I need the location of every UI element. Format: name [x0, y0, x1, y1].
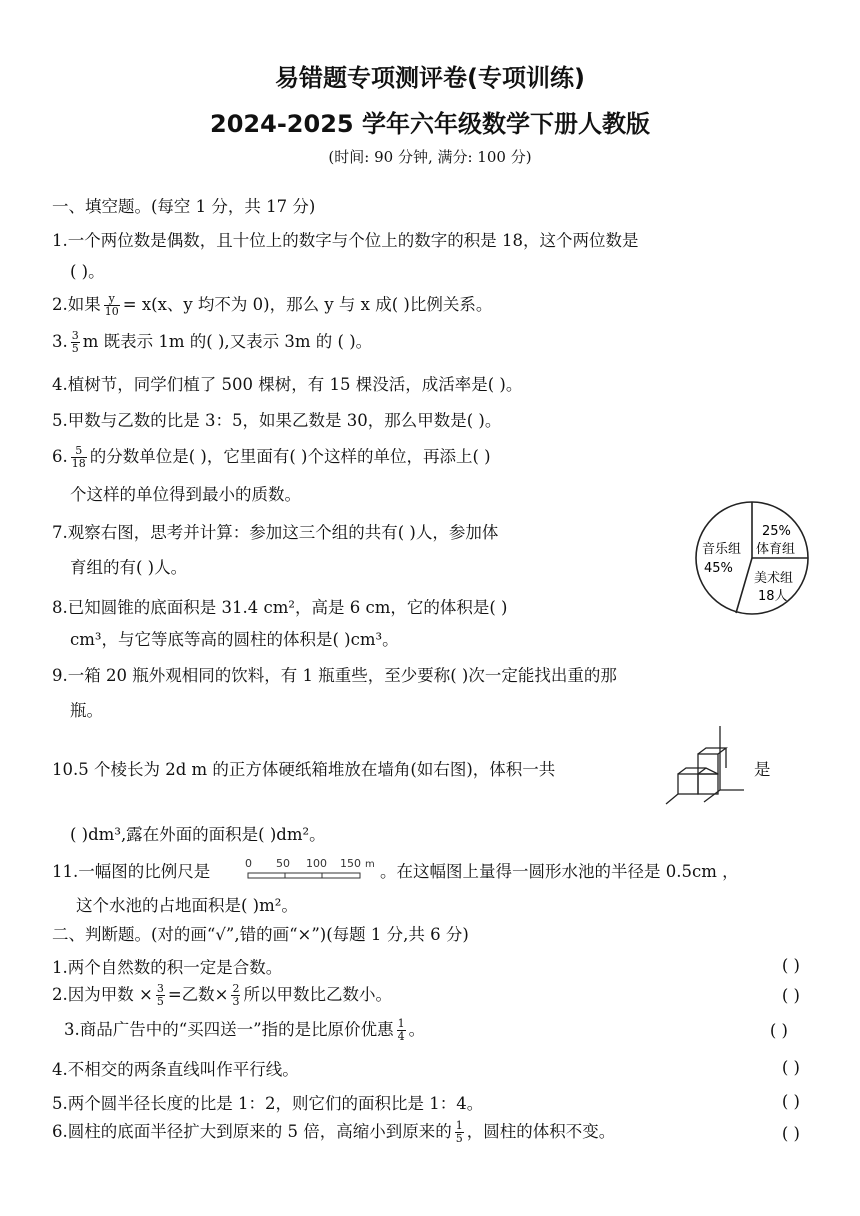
q10-line2: ( )dm³,露在外面的面积是( )dm²。	[70, 825, 326, 844]
j1-answer-blank[interactable]: ( )	[781, 956, 800, 975]
pie-sport-pct: 25%	[762, 524, 791, 539]
q7-line1: 7.观察右图，思考并计算：参加这三个组的共有( )人，参加体	[52, 523, 499, 542]
fraction: $\frac{5}{18}$	[71, 444, 86, 470]
q10-line1-end: 是	[754, 760, 771, 779]
fraction: $\frac{y}{10}$	[104, 292, 119, 318]
q9-line2: 瓶。	[70, 701, 103, 720]
j4: 4.不相交的两条直线叫作平行线。	[52, 1060, 299, 1079]
pie-music-pct: 45%	[704, 561, 733, 576]
exam-subtitle: 2024-2025 学年六年级数学下册人教版	[210, 110, 650, 138]
j3: 3.商品广告中的“买四送一”指的是比原价优惠 $\frac{1}{4}$ 。	[64, 1017, 426, 1043]
j6-answer-blank[interactable]: ( )	[781, 1124, 800, 1143]
scale-unit: m	[365, 859, 375, 870]
exam-info: (时间: 90 分钟, 满分: 100 分)	[328, 148, 532, 166]
scale-tick-0: 0	[245, 857, 252, 870]
pie-chart	[692, 500, 814, 618]
fraction: $\frac{1}{5}$	[455, 1119, 463, 1145]
pie-art-label: 美术组	[754, 571, 794, 586]
floor-line	[666, 794, 678, 804]
q6-line1: 6. $\frac{5}{18}$ 的分数单位是( )，它里面有( )个这样的单位，再添上( )	[52, 444, 491, 470]
pie-divider-art-music	[736, 558, 752, 613]
j5-answer-blank[interactable]: ( )	[781, 1092, 800, 1111]
scale-tick-100: 100	[306, 857, 327, 870]
fraction: $\frac{1}{4}$	[397, 1017, 405, 1043]
pie-music-label: 音乐组	[702, 542, 742, 557]
q11-line2: 这个水池的占地面积是( )m²。	[76, 896, 298, 915]
fraction: $\frac{3}{5}$	[156, 982, 164, 1008]
j3-answer-blank[interactable]: ( )	[769, 1021, 788, 1040]
q1-line2: ( )。	[70, 262, 105, 281]
cube-top-divider	[698, 768, 706, 774]
scale-tick-50: 50	[276, 857, 290, 870]
scale-bar	[244, 852, 380, 886]
j6: 6.圆柱的底面半径扩大到原来的 5 倍，高缩小到原来的 $\frac{1}{5}$ ，圆柱的体积不变。	[52, 1119, 616, 1145]
q1-line1: 1.一个两位数是偶数，且十位上的数字与个位上的数字的积是 18，这个两位数是	[52, 231, 639, 250]
q11-line1-end: 。在这幅图上量得一圆形水池的半径是 0.5cm ，	[380, 862, 739, 881]
fraction: $\frac{2}{3}$	[232, 982, 240, 1008]
q8-line1: 8.已知圆锥的底面积是 31.4 cm²，高是 6 cm，它的体积是( )	[52, 598, 508, 617]
q8-line2: cm³，与它等底等高的圆柱的体积是( )cm³。	[70, 630, 399, 649]
scale-bar-body	[248, 873, 360, 878]
cube-front-right	[698, 774, 718, 794]
j1: 1.两个自然数的积一定是合数。	[52, 958, 283, 977]
q5: 5.甲数与乙数的比是 3：5，如果乙数是 30，那么甲数是( )。	[52, 411, 502, 430]
cube-front-left	[678, 774, 698, 794]
pie-sport-label: 体育组	[756, 542, 796, 557]
j4-answer-blank[interactable]: ( )	[781, 1058, 800, 1077]
scale-tick-150: 150	[340, 857, 361, 870]
j5: 5.两个圆半径长度的比是 1：2，则它们的面积比是 1：4。	[52, 1094, 484, 1113]
j2-answer-blank[interactable]: ( )	[781, 986, 800, 1005]
q7-line2: 育组的有( )人。	[70, 558, 188, 577]
q4: 4.植树节，同学们植了 500 棵树，有 15 棵没活，成活率是( )。	[52, 375, 523, 394]
q10-line1: 10.5 个棱长为 2d m 的正方体硬纸箱堆放在墙角(如右图)，体积一共	[52, 760, 556, 779]
j2: 2.因为甲数 × $\frac{3}{5}$ =乙数× $\frac{2}{3}$ 所以甲数比乙数小。	[52, 982, 392, 1008]
section1-heading: 一、填空题。(每空 1 分，共 17 分)	[52, 197, 316, 216]
q2: 2.如果 $\frac{y}{10}$ = x(x、y 均不为 0)，那么 y 与 x 成( )比例关系。	[52, 292, 493, 318]
fraction: $\frac{3}{5}$	[71, 329, 79, 355]
q3: 3. $\frac{3}{5}$ m 既表示 1m 的( ),又表示 3m 的 ( )。	[52, 329, 373, 355]
exam-title: 易错题专项测评卷(专项训练)	[275, 64, 585, 92]
cube-top-lid	[698, 748, 726, 754]
cube-stack-figure	[664, 724, 746, 808]
q6-line2: 个这样的单位得到最小的质数。	[70, 485, 301, 504]
q11-line1-start: 11.一幅图的比例尺是	[52, 862, 211, 881]
q9-line1: 9.一箱 20 瓶外观相同的饮料，有 1 瓶重些，至少要称( )次一定能找出重的那	[52, 666, 617, 685]
pie-art-count: 18人	[758, 589, 788, 604]
section2-heading: 二、判断题。(对的画“√”,错的画“×”)(每题 1 分,共 6 分)	[52, 925, 469, 944]
